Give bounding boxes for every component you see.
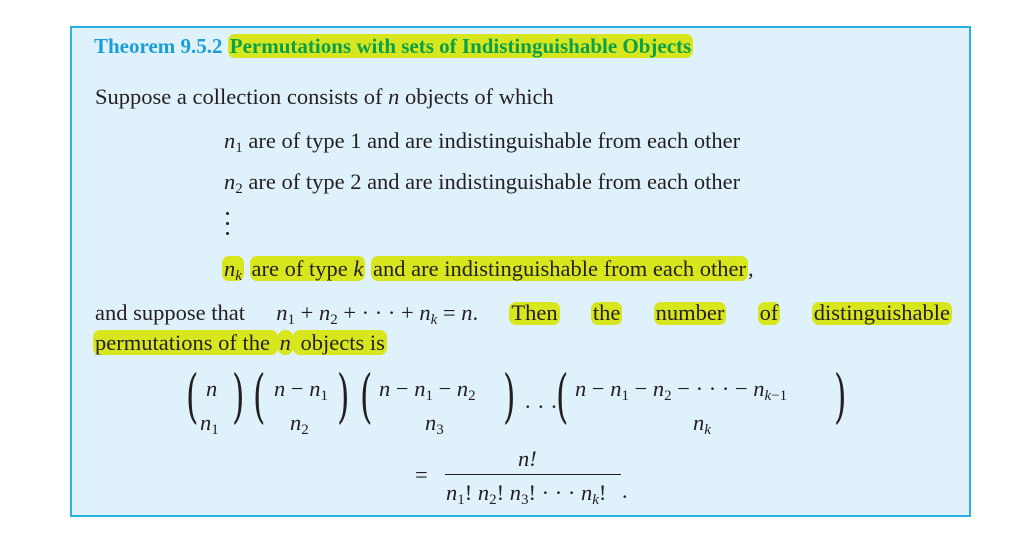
theorem-title xyxy=(94,34,693,59)
sum-equation: $n_1 + n_2$ + · · · + $n_k = n$. xyxy=(276,300,479,328)
list-item-highlighted: $n_k$ are of type k and are indistinguishable from each other, xyxy=(224,256,754,284)
vertical-ellipsis xyxy=(224,210,232,238)
list-item: $n_2$ are of type 2 and are indistinguishable from each other xyxy=(224,169,741,197)
theorem-name: Permutations with sets of Indistinguishable Objects xyxy=(229,34,692,58)
list-item: $n_1$ are of type 1 and are indistinguishable from each other xyxy=(224,128,741,156)
conclusion-line: and suppose that $n_1 + n_2$ + · · · + $n_k = n$. Then the number of distinguishable xyxy=(95,300,950,328)
theorem-number: Theorem 9.5.2 xyxy=(94,34,223,58)
conclusion-line-2: permutations of the n objects is xyxy=(95,330,385,355)
intro-line: Suppose a collection consists of n objects of which xyxy=(95,84,554,109)
